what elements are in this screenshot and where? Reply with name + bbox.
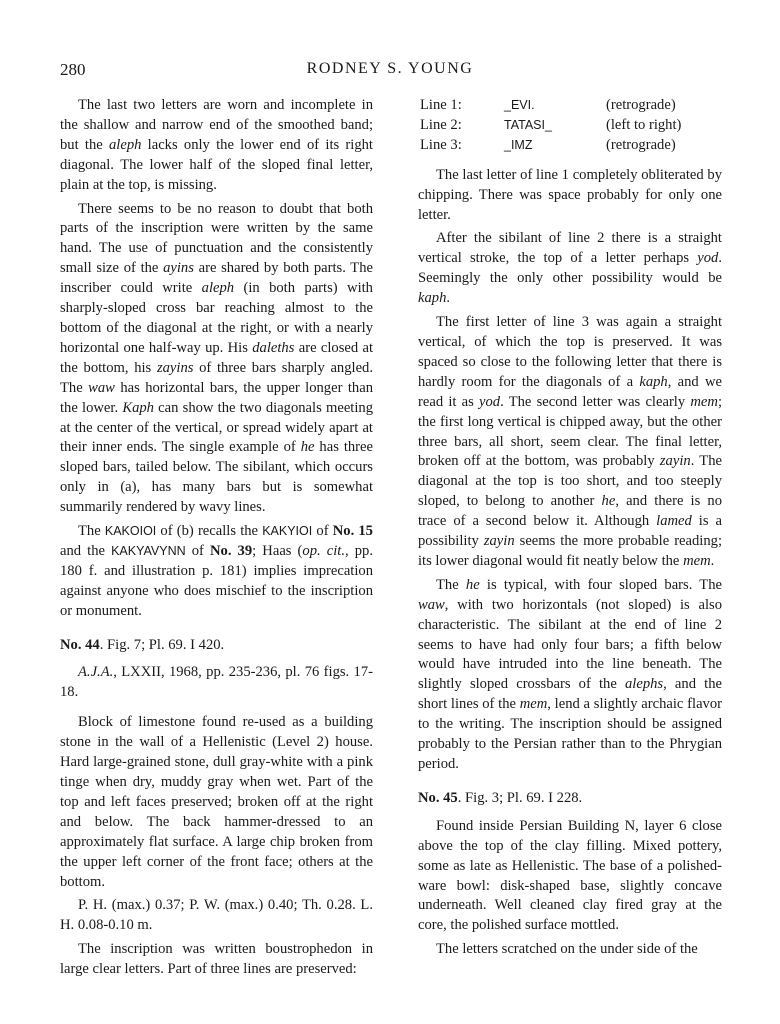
entry-heading: No. 44. Fig. 7; Pl. 69. I 420. [60,636,225,653]
line-direction: (retrograde) [606,136,676,153]
paragraph: The first letter of line 3 was again a straight vertical, of which the top is preserved. It was spaced so close to the following letter that there is hardly room for the diagonals of a kaph, and we read it as yod. The second letter was clearly mem; the first long vertical is chipped away, but the other three bars, all short, seem clear. The final letter, broken off at the bottom, was probably zayin. The diagonal at the top is too short, and too steeply sloped, to belong to another he, and there is no trace of a second below it. Although lamed is a possibility zayin seems the more probable reading; its lower diagonal would fit neatly below the mem. [418,314,723,569]
paragraph: The letters scratched on the under side of the [436,941,698,958]
inscription-line [420,136,681,156]
line-text: TATASI_ [504,117,552,132]
paragraph: After the sibilant of line 2 there is a straight vertical stroke, the top of a letter perhaps yod. Seemingly the only other possibility would be kaph. [418,230,722,307]
inscription-line [420,96,681,116]
entry-heading: No. 45. Fig. 3; Pl. 69. I 228. [418,789,583,806]
left-column [60,96,373,984]
line-label: Line 3: [420,136,462,153]
paragraph: The he is typical, with four sloped bars. The waw, with two horizontals (not sloped) is also characteristic. The sibilant at the end of line 2 seems to have had only four bars; a fifth below would have intruded into the line beneath. The slightly sloped crossbars of the alephs, and the short lines of the mem, lend a slightly archaic flavor to the writing. The inscription should be assigned probably to the Persian rather than to the Phrygian period. [418,576,722,772]
paragraph: Block of limestone found re-used as a building stone in the wall of a Hellenistic (Level 2) house. Hard large-grained stone, dull gray-white with a pink tinge when dry, muddy gray when wet. Part of the top and left faces preserved; broken off at the right and below. The back hammer-dressed to an approximately flat surface. A large chip broken from the upper left corner of the front face; others at the bottom. [60,714,373,890]
line-direction: (retrograde) [606,97,676,113]
line-direction: (left to right) [606,116,682,133]
running-head: RODNEY S. YOUNG [306,60,474,77]
paragraph: The last letter of line 1 completely obliterated by chipping. There was space probably for only one letter. [418,166,722,223]
page-number: 280 [60,60,86,79]
paragraph: The KAKOIOI of (b) recalls the KAKYIOI of No. 15 and the KAKYAVYNN of No. 39; Haas (op. cit., pp. 180 f. and illustration p. 181) implies imprecation against anyone who does mischief to the inscription or monument. [60,523,373,619]
paragraph: There seems to be no reason to doubt that both parts of the inscription were written by the same hand. The use of punctuation and the consistently small size of the ayins are shared by both parts. The inscriber could write aleph (in both parts) with sharply-sloped cross bar reaching almost to the bottom of the diagonal at the right, or with a nearly horizontal one half-way up. His daleths are closed at the bottom, his zayins of three bars sharply angled. The waw has horizontal bars, the upper longer than the lower. Kaph can show the two diagonals meeting at the center of the vertical, or spread widely apart at their inner ends. The single example of he has three sloped bars, tailed below. The sibilant, which occurs only in (a), has many bars but is somewhat summarily rendered by wavy lines. [60,200,374,516]
right-column [418,96,722,964]
line-label: Line 2: [420,116,462,133]
measurements: P. H. (max.) 0.37; P. W. (max.) 0.40; Th. 0.28. L. H. 0.08-0.10 m. [60,897,373,934]
inscription-lines-table [420,96,681,156]
citation: A.J.A., LXXII, 1968, pp. 235-236, pl. 76 figs. 17-18. [60,664,373,701]
line-label: Line 1: [420,97,462,113]
paragraph: Found inside Persian Building N, layer 6 close above the top of the clay filling. Mixed pottery, some as late as Hellenistic. The base of a polished-ware bowl: disk-shaped base, slightly concave underneath. Well cleaned clay fired gray at the core, the polished surface mottled. [418,817,722,934]
line-text: _IMZ [504,137,533,152]
line-text: _EVI. [504,98,535,112]
paragraph: The last two letters are worn and incomplete in the shallow and narrow end of the smoothed band; but the aleph lacks only the lower end of its right diagonal. The lower half of the sloped final letter, plain at the top, is missing. [60,97,373,193]
paragraph: The inscription was written boustrophedon in large clear letters. Part of three lines are preserved: [60,941,373,978]
inscription-line [420,116,681,136]
